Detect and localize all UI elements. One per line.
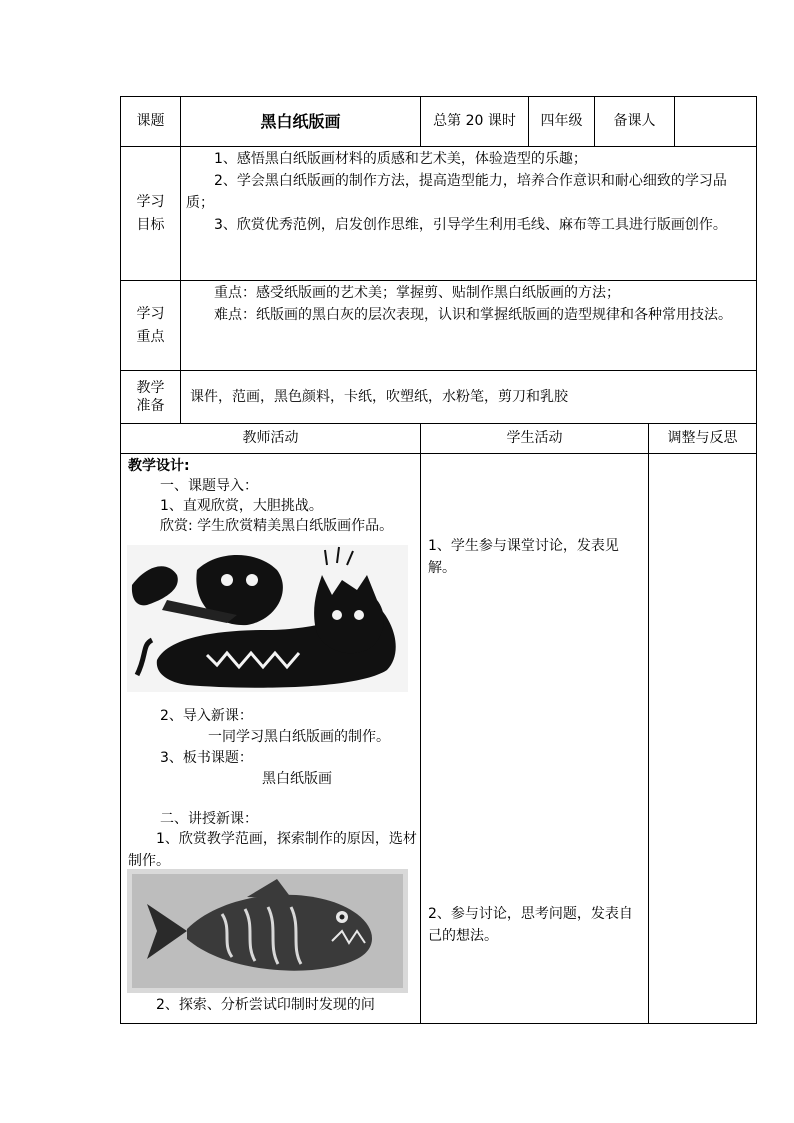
topic-label: 课题 — [136, 113, 165, 130]
row-divider — [120, 370, 757, 371]
intro-step-2-detail: 一同学习黑白纸版画的制作。 — [208, 729, 390, 745]
fish-print-image — [127, 869, 408, 993]
intro-step-1: 1、直观欣赏，大胆挑战。 — [160, 498, 323, 514]
objective-item: 2、学会黑白纸版画的制作方法，提高造型能力，培养合作意识和耐心细致的学习品质； — [186, 173, 727, 211]
col-divider — [420, 423, 421, 1023]
design-title: 教学设计: — [128, 458, 190, 474]
cat-print-illustration — [127, 545, 408, 692]
reflection-header: 调整与反思 — [667, 430, 738, 447]
intro-step-2: 2、导入新课： — [160, 708, 253, 724]
objective-item: 3、欣赏优秀范例，启发创作思维，引导学生利用毛线、麻布等工具进行版画创作。 — [214, 217, 727, 233]
preparer-value — [675, 97, 756, 146]
key-points-label-line1: 学习 — [136, 306, 165, 323]
preparation-label — [121, 371, 180, 423]
key-point-item: 重点：感受纸版画的艺术美；掌握剪、贴制作黑白纸版画的方法； — [214, 285, 620, 301]
cat-woodcut-image — [127, 545, 408, 692]
board-title: 黑白纸版画 — [262, 771, 332, 787]
fish-print-illustration — [127, 869, 408, 993]
table-border-bottom — [120, 1023, 757, 1024]
objectives-label — [121, 147, 180, 280]
key-points-label — [121, 281, 180, 370]
section-intro: 一、课题导入： — [160, 478, 258, 494]
objectives-label-line1: 学习 — [136, 194, 165, 211]
preparation-label-line2: 准备 — [136, 398, 165, 414]
objectives-label-line2: 目标 — [136, 216, 165, 233]
new-lesson-step-2: 2、探索、分析尝试印制时发现的问 — [156, 997, 375, 1013]
key-points-content — [186, 282, 752, 326]
row-divider — [120, 146, 757, 147]
preparation-content: 课件，范画，黑色颜料，卡纸，吹塑纸，水粉笔，剪刀和乳胶 — [190, 389, 568, 405]
objective-item: 1、感悟黑白纸版画材料的质感和艺术美，体验造型的乐趣； — [214, 151, 587, 167]
intro-step-3: 3、板书课题： — [160, 750, 253, 766]
student-activity-1: 1、学生参与课堂讨论，发表见解。 — [428, 538, 619, 576]
table-border-right — [756, 96, 757, 1024]
student-activity-header: 学生活动 — [506, 430, 563, 447]
teacher-activity-header: 教师活动 — [242, 430, 299, 447]
key-point-item: 难点：纸版画的黑白灰的层次表现，认识和掌握纸版画的造型规律和各种常用技法。 — [214, 307, 732, 323]
grade: 四年级 — [540, 113, 583, 130]
reflection-cell[interactable] — [649, 454, 756, 1023]
row-divider — [120, 280, 757, 281]
section-new-lesson: 二、讲授新课： — [160, 811, 258, 827]
period-count: 总第 20 课时 — [433, 113, 516, 130]
student-activity-2: 2、参与讨论，思考问题，发表自己的想法。 — [428, 906, 633, 944]
new-lesson-step-1: 1、欣赏教学范画，探索制作的原因，选材制作。 — [128, 831, 417, 869]
objectives-content — [186, 148, 752, 236]
preparer-label: 备课人 — [613, 113, 656, 130]
intro-step-1-detail: 欣赏: 学生欣赏精美黑白纸版画作品。 — [160, 518, 394, 534]
topic-value: 黑白纸版画 — [260, 111, 341, 131]
key-points-label-line2: 重点 — [136, 328, 165, 345]
preparation-label-line1: 教学 — [136, 379, 165, 396]
